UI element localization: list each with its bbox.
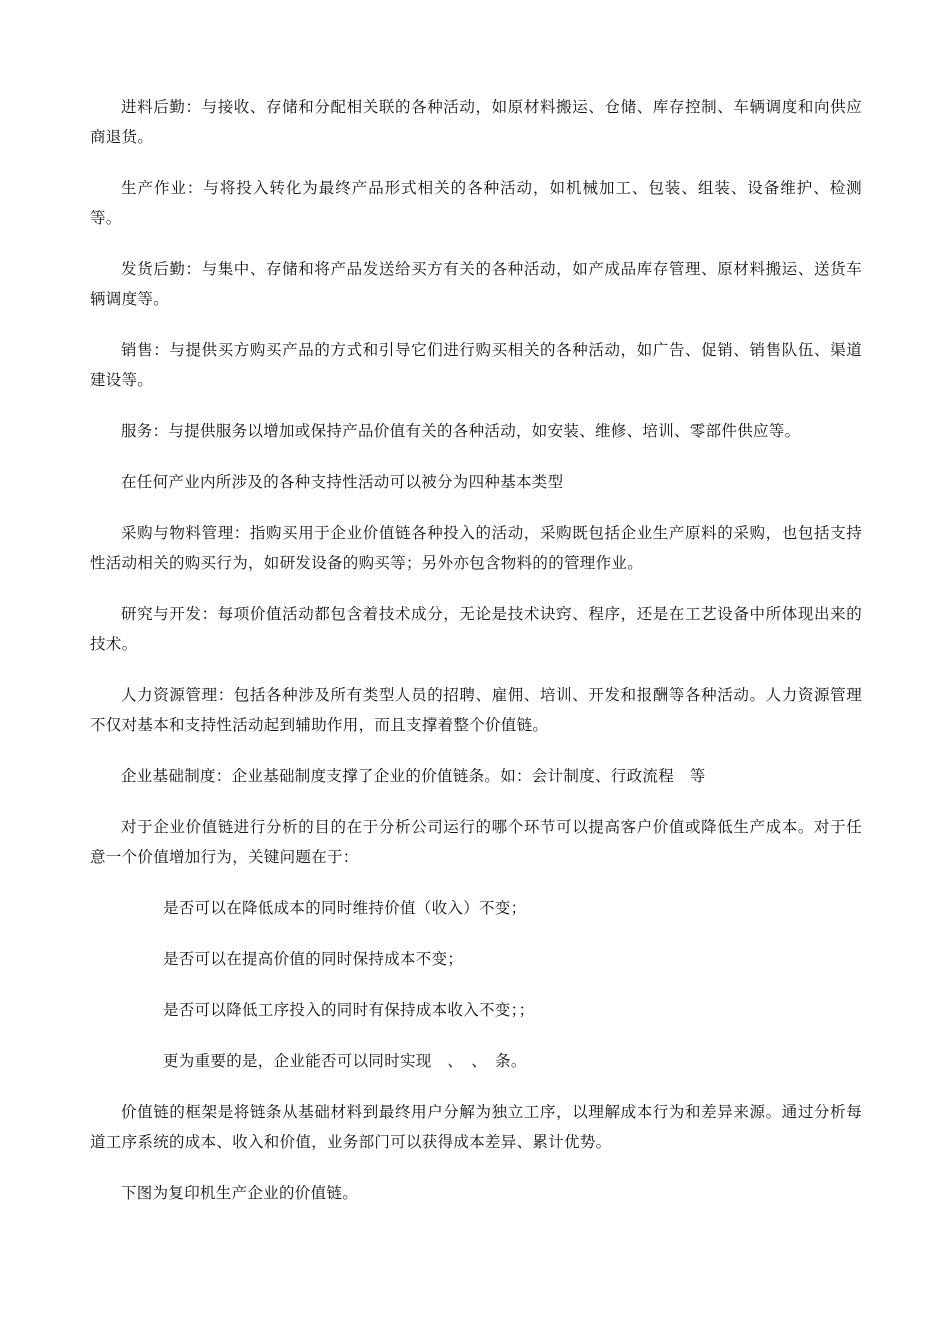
paragraph-rnd: 研究与开发：每项价值活动都包含着技术成分，无论是技术诀窍、程序，还是在工艺设备中所体现出来的技术。 xyxy=(90,605,862,653)
paragraph-outbound-logistics: 发货后勤：与集中、存储和将产品发送给买方有关的各种活动，如产成品库存管理、原材料搬运、送货车辆调度等。 xyxy=(90,260,862,308)
paragraph-procurement: 采购与物料管理：指购买用于企业价值链各种投入的活动，采购既包括企业生产原料的采购，也包括支持性活动相关的购买行为，如研发设备的购买等；另外亦包含物料的的管理作业。 xyxy=(90,524,862,572)
paragraph-inbound-logistics: 进料后勤：与接收、存储和分配相关联的各种活动，如原材料搬运、仓储、库存控制、车辆调度和向供应商退货。 xyxy=(90,98,862,146)
paragraph-infrastructure: 企业基础制度：企业基础制度支撑了企业的价值链条。如：会计制度、行政流程 等 xyxy=(121,767,706,785)
paragraph-sales: 销售：与提供买方购买产品的方式和引导它们进行购买相关的各种活动，如广告、促销、销售队伍、渠道建设等。 xyxy=(90,341,862,389)
question-item-2: 是否可以在提高价值的同时保持成本不变； xyxy=(163,950,464,968)
document-page xyxy=(90,92,862,1229)
question-item-4: 更为重要的是，企业能否可以同时实现 、 、 条。 xyxy=(163,1052,527,1070)
paragraph-service: 服务：与提供服务以增加或保持产品价值有关的各种活动，如安装、维修、培训、零部件供应等。 xyxy=(121,422,801,440)
paragraph-figure-intro: 下图为复印机生产企业的价值链。 xyxy=(121,1184,359,1202)
paragraph-operations: 生产作业：与将投入转化为最终产品形式相关的各种活动，如机械加工、包装、组装、设备维护、检测等。 xyxy=(90,179,862,227)
paragraph-hr-management: 人力资源管理：包括各种涉及所有类型人员的招聘、雇佣、培训、开发和报酬等各种活动。人力资源管理不仅对基本和支持性活动起到辅助作用，而且支撑着整个价值链。 xyxy=(90,686,862,734)
paragraph-value-chain-framework: 价值链的框架是将链条从基础材料到最终用户分解为独立工序，以理解成本行为和差异来源。通过分析每道工序系统的成本、收入和价值，业务部门可以获得成本差异、累计优势。 xyxy=(90,1103,862,1151)
question-item-1: 是否可以在降低成本的同时维持价值（收入）不变； xyxy=(163,899,527,917)
paragraph-analysis-purpose: 对于企业价值链进行分析的目的在于分析公司运行的哪个环节可以提高客户价值或降低生产成本。对于任意一个价值增加行为，关键问题在于： xyxy=(90,818,862,866)
paragraph-support-activities-intro: 在任何产业内所涉及的各种支持性活动可以被分为四种基本类型 xyxy=(121,473,564,491)
question-item-3: 是否可以降低工序投入的同时有保持成本收入不变；； xyxy=(163,1001,535,1019)
